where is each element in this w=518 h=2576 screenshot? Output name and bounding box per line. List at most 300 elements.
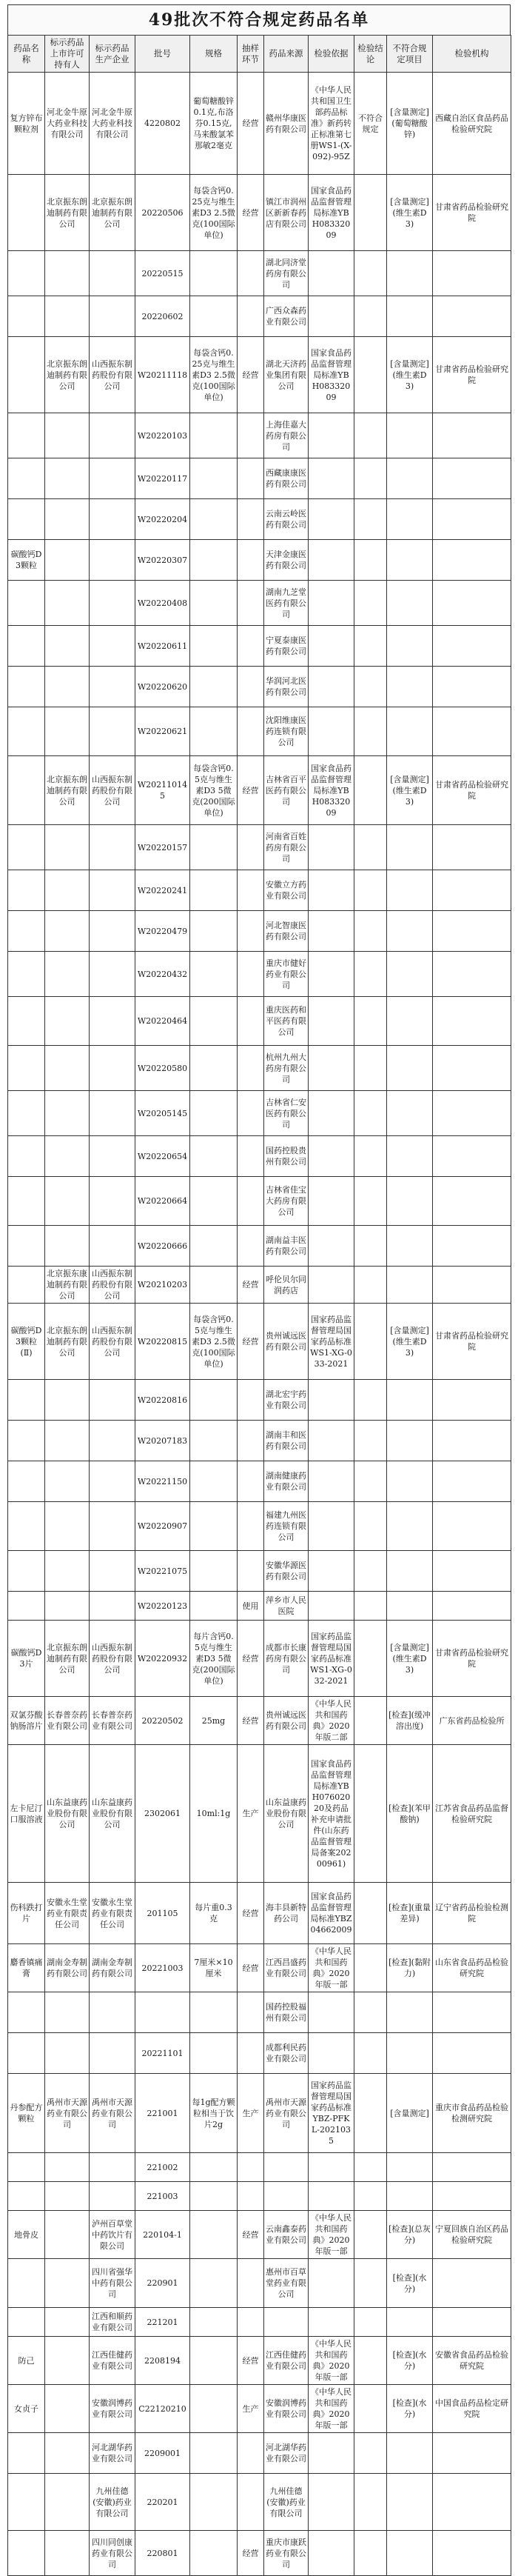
table-row	[8, 911, 511, 952]
spec-cell	[190, 251, 238, 296]
agency-cell: 甘肃省药品检验研究院	[433, 756, 511, 825]
holder-cell	[45, 2182, 90, 2211]
spec-cell	[190, 1502, 238, 1551]
batch-cell: 2302061	[135, 1745, 190, 1883]
spec-cell	[190, 2433, 238, 2474]
table-row	[8, 1177, 511, 1226]
header-cell: 不符合规定项目	[387, 36, 433, 73]
drug-name-cell	[8, 1267, 45, 1304]
spec-cell: 25mg	[190, 1697, 238, 1745]
failed-item-cell	[387, 1046, 433, 1091]
source-cell: 呼伦贝尔同润药店	[264, 1267, 309, 1304]
agency-cell: 西藏自治区食品药品检验研究院	[433, 73, 511, 175]
manufacturer-cell	[90, 952, 135, 997]
source-cell: 河北智康医药有限公司	[264, 911, 309, 952]
manufacturer-cell	[90, 1502, 135, 1551]
failed-item-cell	[387, 540, 433, 581]
manufacturer-cell: 九州佳德(安徽)药业有限公司	[90, 2474, 135, 2531]
agency-cell	[433, 1461, 511, 1502]
batch-cell: W20221150	[135, 1461, 190, 1502]
failed-item-cell	[387, 1267, 433, 1304]
sampling-stage-cell	[238, 2308, 264, 2337]
standard-cell	[309, 296, 354, 337]
agency-cell: 山东省食品药品检验研究院	[433, 1944, 511, 1992]
agency-cell: 中国食品药品检定研究院	[433, 2385, 511, 2433]
failed-item-cell	[387, 1380, 433, 1421]
sampling-stage-cell	[238, 2259, 264, 2308]
sampling-stage-cell	[238, 2433, 264, 2474]
manufacturer-cell	[90, 1551, 135, 1592]
failed-item-cell: [检查](黏附力)	[387, 1944, 433, 1992]
conclusion-cell	[354, 2531, 387, 2576]
conclusion-cell	[354, 1592, 387, 1621]
source-cell: 湖北同济堂药房有限公司	[264, 251, 309, 296]
manufacturer-cell	[90, 413, 135, 458]
table-row	[8, 1502, 511, 1551]
source-cell: 吉林省仁安医药有限公司	[264, 1091, 309, 1136]
failed-item-cell	[387, 2308, 433, 2337]
agency-cell	[433, 499, 511, 540]
failed-item-cell	[387, 626, 433, 667]
header-cell: 抽样环节	[238, 36, 264, 73]
drug-name-cell	[8, 1091, 45, 1136]
conclusion-cell	[354, 707, 387, 756]
standard-cell	[309, 2153, 354, 2182]
conclusion-cell	[354, 1421, 387, 1461]
source-cell: 湖南九芝堂医药有限公司	[264, 581, 309, 626]
source-cell: 赣州华康医药有限公司	[264, 73, 309, 175]
drug-name-cell	[8, 825, 45, 870]
sampling-stage-cell	[238, 626, 264, 667]
manufacturer-cell	[90, 2153, 135, 2182]
manufacturer-cell	[90, 1226, 135, 1267]
source-cell: 吉林省百平医药有限公司	[264, 756, 309, 825]
conclusion-cell	[354, 1697, 387, 1745]
failed-item-cell	[387, 1136, 433, 1177]
holder-cell	[45, 499, 90, 540]
source-cell: 云南云岭医药有限公司	[264, 499, 309, 540]
drug-name-cell	[8, 952, 45, 997]
source-cell: 安徽润博药业有限公司	[264, 2385, 309, 2433]
failed-item-cell: [检查](水分)	[387, 2259, 433, 2308]
failed-item-cell	[387, 251, 433, 296]
failed-item-cell	[387, 667, 433, 707]
holder-cell: 河北金牛原大药业科技有限公司	[45, 73, 90, 175]
table-row	[8, 870, 511, 911]
holder-cell: 北京振东康迪制药有限公司	[45, 1267, 90, 1304]
batch-cell: 221002	[135, 2153, 190, 2182]
drug-name-cell	[8, 911, 45, 952]
source-cell: 福建九州医药连锁有限公司	[264, 1502, 309, 1551]
manufacturer-cell: 北京振东朗迪制药有限公司	[90, 175, 135, 251]
standard-cell	[309, 1226, 354, 1267]
sampling-stage-cell: 经营	[238, 1621, 264, 1697]
failed-item-cell	[387, 1177, 433, 1226]
source-cell: 湖北宏宇药业有限公司	[264, 1380, 309, 1421]
conclusion-cell	[354, 1046, 387, 1091]
table-row	[8, 2385, 511, 2433]
standard-cell	[309, 626, 354, 667]
holder-cell	[45, 952, 90, 997]
conclusion-cell	[354, 1944, 387, 1992]
source-cell: 山东益康药业股份有限公司	[264, 1745, 309, 1883]
sampling-stage-cell: 生产	[238, 2074, 264, 2153]
header-cell: 药品名称	[8, 36, 45, 73]
conclusion-cell	[354, 1992, 387, 2033]
conclusion-cell	[354, 1304, 387, 1380]
source-cell: 宁夏泰康医药有限公司	[264, 626, 309, 667]
sampling-stage-cell	[238, 499, 264, 540]
manufacturer-cell: 山西振东制药股份有限公司	[90, 1267, 135, 1304]
drug-name-cell: 丹参配方颗粒	[8, 2074, 45, 2153]
standard-cell: 国家食品药品监督管理局标准YBH08332009	[309, 175, 354, 251]
conclusion-cell	[354, 540, 387, 581]
agency-cell: 重庆市食品药品检验检测研究院	[433, 2074, 511, 2153]
drug-name-cell	[8, 2474, 45, 2531]
sampling-stage-cell	[238, 413, 264, 458]
sampling-stage-cell	[238, 2153, 264, 2182]
drug-name-cell: 防己	[8, 2337, 45, 2385]
failed-item-cell	[387, 1421, 433, 1461]
conclusion-cell	[354, 870, 387, 911]
source-cell: 安徽华源医药有限公司	[264, 1551, 309, 1592]
spec-cell: 10ml:1g	[190, 1745, 238, 1883]
source-cell: 湖南丰和医药有限公司	[264, 1421, 309, 1461]
drug-name-cell	[8, 499, 45, 540]
failed-item-cell: [检查](缓冲溶出度)	[387, 1697, 433, 1745]
sampling-stage-cell: 经营	[238, 756, 264, 825]
holder-cell	[45, 2433, 90, 2474]
conclusion-cell	[354, 1091, 387, 1136]
conclusion-cell	[354, 296, 387, 337]
spec-cell	[190, 2259, 238, 2308]
agency-cell	[433, 1502, 511, 1551]
holder-cell	[45, 2337, 90, 2385]
holder-cell	[45, 413, 90, 458]
holder-cell	[45, 626, 90, 667]
drug-name-cell: 碳酸钙D3片	[8, 1621, 45, 1697]
batch-cell: W20220654	[135, 1136, 190, 1177]
holder-cell	[45, 825, 90, 870]
spec-cell	[190, 1177, 238, 1226]
spec-cell	[190, 413, 238, 458]
agency-cell: 江苏省食品药品监督检验研究院	[433, 1745, 511, 1883]
failed-item-cell	[387, 2433, 433, 2474]
failed-item-cell	[387, 2531, 433, 2576]
manufacturer-cell	[90, 997, 135, 1046]
conclusion-cell	[354, 2211, 387, 2259]
conclusion-cell	[354, 1267, 387, 1304]
failed-item-cell	[387, 2033, 433, 2074]
failed-item-cell: [检查](总灰分)	[387, 2211, 433, 2259]
standard-cell	[309, 540, 354, 581]
conclusion-cell	[354, 2153, 387, 2182]
batch-cell: 20220502	[135, 1697, 190, 1745]
table-row	[8, 2259, 511, 2308]
sampling-stage-cell: 经营	[238, 2211, 264, 2259]
table-row	[8, 2153, 511, 2182]
manufacturer-cell	[90, 458, 135, 499]
source-cell	[264, 2153, 309, 2182]
drug-name-cell	[8, 1992, 45, 2033]
sampling-stage-cell	[238, 1461, 264, 1502]
holder-cell	[45, 251, 90, 296]
manufacturer-cell: 河北湖华药业有限公司	[90, 2433, 135, 2474]
agency-cell	[433, 1992, 511, 2033]
header-cell: 标示药品生产企业	[90, 36, 135, 73]
sampling-stage-cell	[238, 1177, 264, 1226]
failed-item-cell: [检查](苯甲酸钠)	[387, 1745, 433, 1883]
batch-cell: W20220932	[135, 1621, 190, 1697]
failed-item-cell	[387, 1992, 433, 2033]
sampling-stage-cell	[238, 2474, 264, 2531]
drug-name-cell: 碳酸钙D3颗粒(Ⅱ)	[8, 1304, 45, 1380]
batch-cell: 220801	[135, 2531, 190, 2576]
batch-cell: 20220602	[135, 296, 190, 337]
manufacturer-cell	[90, 667, 135, 707]
batch-cell: W20220620	[135, 667, 190, 707]
conclusion-cell	[354, 251, 387, 296]
agency-cell	[433, 1046, 511, 1091]
failed-item-cell	[387, 911, 433, 952]
holder-cell	[45, 296, 90, 337]
batch-cell: W20220666	[135, 1226, 190, 1267]
table-row	[8, 499, 511, 540]
source-cell: 成都市长康药房有限公司	[264, 1621, 309, 1697]
manufacturer-cell: 江西和顺药业有限公司	[90, 2308, 135, 2337]
table-row	[8, 1136, 511, 1177]
manufacturer-cell	[90, 2182, 135, 2211]
spec-cell	[190, 2337, 238, 2385]
spec-cell	[190, 1461, 238, 1502]
standard-cell	[309, 2033, 354, 2074]
table-row	[8, 1621, 511, 1697]
conclusion-cell	[354, 2433, 387, 2474]
standard-cell	[309, 1267, 354, 1304]
table-row	[8, 1944, 511, 1992]
holder-cell: 禹州市天源药业有限公司	[45, 2074, 90, 2153]
holder-cell	[45, 2033, 90, 2074]
header-cell: 药品来源	[264, 36, 309, 73]
holder-cell	[45, 2385, 90, 2433]
batch-cell	[135, 1992, 190, 2033]
holder-cell: 北京振东朗迪制药有限公司	[45, 756, 90, 825]
sampling-stage-cell: 经营	[238, 2337, 264, 2385]
holder-cell: 湖南金寿制药有限公司	[45, 1944, 90, 1992]
holder-cell	[45, 1502, 90, 1551]
drug-name-cell	[8, 2531, 45, 2576]
standard-cell: 《中华人民共和国卫生部药品标准》新药转正标准第七册WS1-(X-092)-95Z	[309, 73, 354, 175]
agency-cell	[433, 1421, 511, 1461]
holder-cell: 山东益康药业股份有限公司	[45, 1745, 90, 1883]
failed-item-cell	[387, 581, 433, 626]
spec-cell: 每1g配方颗粒相当于饮片2g	[190, 2074, 238, 2153]
holder-cell	[45, 1091, 90, 1136]
sampling-stage-cell	[238, 1091, 264, 1136]
table-row	[8, 1745, 511, 1883]
spec-cell: 每袋含钙0.5克与维生素D3 2.5微克(100国际单位)	[190, 1304, 238, 1380]
spec-cell	[190, 2153, 238, 2182]
manufacturer-cell: 山西振东制药股份有限公司	[90, 337, 135, 413]
conclusion-cell	[354, 952, 387, 997]
failed-item-cell	[387, 1592, 433, 1621]
standard-cell: 《中华人民共和国药典》2020年版一部	[309, 2385, 354, 2433]
source-cell: 湖北天济药业集团有限公司	[264, 337, 309, 413]
sampling-stage-cell	[238, 1046, 264, 1091]
table-row	[8, 2308, 511, 2337]
manufacturer-cell	[90, 581, 135, 626]
drug-name-cell	[8, 2033, 45, 2074]
spec-cell	[190, 997, 238, 1046]
batch-cell: W20210203	[135, 1267, 190, 1304]
table-row	[8, 1697, 511, 1745]
spec-cell: 葡萄糖酸锌0.1克,布洛芬0.15克,马来酸氯苯那敏2毫克	[190, 73, 238, 175]
batch-cell: 201105	[135, 1883, 190, 1944]
failed-item-cell	[387, 1551, 433, 1592]
batch-cell: 2208194	[135, 2337, 190, 2385]
conclusion-cell	[354, 2182, 387, 2211]
table-row	[8, 581, 511, 626]
failed-item-cell	[387, 1226, 433, 1267]
conclusion-cell	[354, 2474, 387, 2531]
standard-cell: 国家药品监督管理局国家药品标准WS1-XG-032-2021	[309, 1621, 354, 1697]
batch-cell: W20220241	[135, 870, 190, 911]
sampling-stage-cell: 经营	[238, 337, 264, 413]
table-row	[8, 1421, 511, 1461]
failed-item-cell	[387, 1091, 433, 1136]
table-row	[8, 2433, 511, 2474]
source-cell: 重庆市康跃药业有限公司	[264, 2531, 309, 2576]
holder-cell	[45, 581, 90, 626]
agency-cell: 安徽省食品药品检验研究院	[433, 2337, 511, 2385]
standard-cell	[309, 458, 354, 499]
sampling-stage-cell	[238, 1502, 264, 1551]
holder-cell	[45, 1136, 90, 1177]
batch-cell: W20220123	[135, 1592, 190, 1621]
table-row	[8, 952, 511, 997]
agency-cell: 甘肃省药品检验研究院	[433, 175, 511, 251]
manufacturer-cell: 湖南金寿制药有限公司	[90, 1944, 135, 1992]
conclusion-cell	[354, 1551, 387, 1592]
batch-cell: 220201	[135, 2474, 190, 2531]
conclusion-cell	[354, 626, 387, 667]
header-cell: 检验机构	[433, 36, 511, 73]
spec-cell	[190, 1226, 238, 1267]
failed-item-cell: [含量测定](维生素D3)	[387, 1621, 433, 1697]
conclusion-cell	[354, 2259, 387, 2308]
manufacturer-cell: 江西佳健药业有限公司	[90, 2337, 135, 2385]
conclusion-cell	[354, 997, 387, 1046]
batch-cell: 20221003	[135, 1944, 190, 1992]
agency-cell	[433, 911, 511, 952]
drug-name-cell	[8, 667, 45, 707]
table-row	[8, 1226, 511, 1267]
drug-name-cell	[8, 2308, 45, 2337]
sampling-stage-cell	[238, 296, 264, 337]
batch-cell: W20220432	[135, 952, 190, 997]
holder-cell	[45, 2153, 90, 2182]
standard-cell	[309, 1421, 354, 1461]
batch-cell: W20220464	[135, 997, 190, 1046]
sampling-stage-cell: 经营	[238, 1267, 264, 1304]
agency-cell	[433, 870, 511, 911]
standard-cell	[309, 911, 354, 952]
agency-cell	[433, 2474, 511, 2531]
table-row	[8, 1461, 511, 1502]
source-cell: 广西众森药业有限公司	[264, 296, 309, 337]
manufacturer-cell	[90, 1091, 135, 1136]
manufacturer-cell: 山西振东制药股份有限公司	[90, 756, 135, 825]
manufacturer-cell	[90, 1177, 135, 1226]
spec-cell	[190, 1992, 238, 2033]
spec-cell	[190, 1380, 238, 1421]
sampling-stage-cell: 经营	[238, 1944, 264, 1992]
conclusion-cell	[354, 1136, 387, 1177]
manufacturer-cell	[90, 540, 135, 581]
spec-cell	[190, 458, 238, 499]
standard-cell	[309, 997, 354, 1046]
standard-cell	[309, 499, 354, 540]
source-cell: 重庆市健好药业有限公司	[264, 952, 309, 997]
manufacturer-cell: 山西振东制药股份有限公司	[90, 1304, 135, 1380]
conclusion-cell	[354, 1502, 387, 1551]
drug-name-cell: 复方锌布颗粒剂	[8, 73, 45, 175]
failed-item-cell	[387, 997, 433, 1046]
holder-cell	[45, 707, 90, 756]
source-cell: 萍乡市人民医院	[264, 1592, 309, 1621]
source-cell: 河北湖华药业有限公司	[264, 2433, 309, 2474]
agency-cell	[433, 626, 511, 667]
drug-name-cell	[8, 997, 45, 1046]
holder-cell	[45, 2531, 90, 2576]
spec-cell	[190, 2033, 238, 2074]
sampling-stage-cell	[238, 1421, 264, 1461]
batch-cell: W20220664	[135, 1177, 190, 1226]
manufacturer-cell: 山东益康药业股份有限公司	[90, 1745, 135, 1883]
spec-cell	[190, 707, 238, 756]
sampling-stage-cell	[238, 1380, 264, 1421]
standard-cell	[309, 1091, 354, 1136]
spec-cell	[190, 870, 238, 911]
conclusion-cell	[354, 1621, 387, 1697]
manufacturer-cell	[90, 1380, 135, 1421]
holder-cell	[45, 911, 90, 952]
standard-cell	[309, 2259, 354, 2308]
drug-name-cell	[8, 251, 45, 296]
failed-item-cell: [含量测定](葡萄糖酸锌)	[387, 73, 433, 175]
batch-cell: W20220479	[135, 911, 190, 952]
holder-cell	[45, 458, 90, 499]
standard-cell: 国家药品监督管理局国家药品标准YBZ-PFKL-2021035	[309, 2074, 354, 2153]
standard-cell	[309, 952, 354, 997]
header-cell: 批号	[135, 36, 190, 73]
batch-cell: 2209001	[135, 2433, 190, 2474]
sampling-stage-cell	[238, 1992, 264, 2033]
source-cell: 湖南益丰医药有限公司	[264, 1226, 309, 1267]
spec-cell	[190, 2211, 238, 2259]
agency-cell: 辽宁省药品检验检测院	[433, 1883, 511, 1944]
holder-cell	[45, 2259, 90, 2308]
sampling-stage-cell: 使用	[238, 1592, 264, 1621]
batch-cell: W20220103	[135, 413, 190, 458]
sampling-stage-cell	[238, 251, 264, 296]
manufacturer-cell	[90, 870, 135, 911]
spec-cell	[190, 2182, 238, 2211]
batch-cell: W20220816	[135, 1380, 190, 1421]
source-cell: 江西佳健药业有限公司	[264, 2337, 309, 2385]
source-cell: 沈阳维康医药连锁有限公司	[264, 707, 309, 756]
source-cell: 河南省百姓药房有限公司	[264, 825, 309, 870]
